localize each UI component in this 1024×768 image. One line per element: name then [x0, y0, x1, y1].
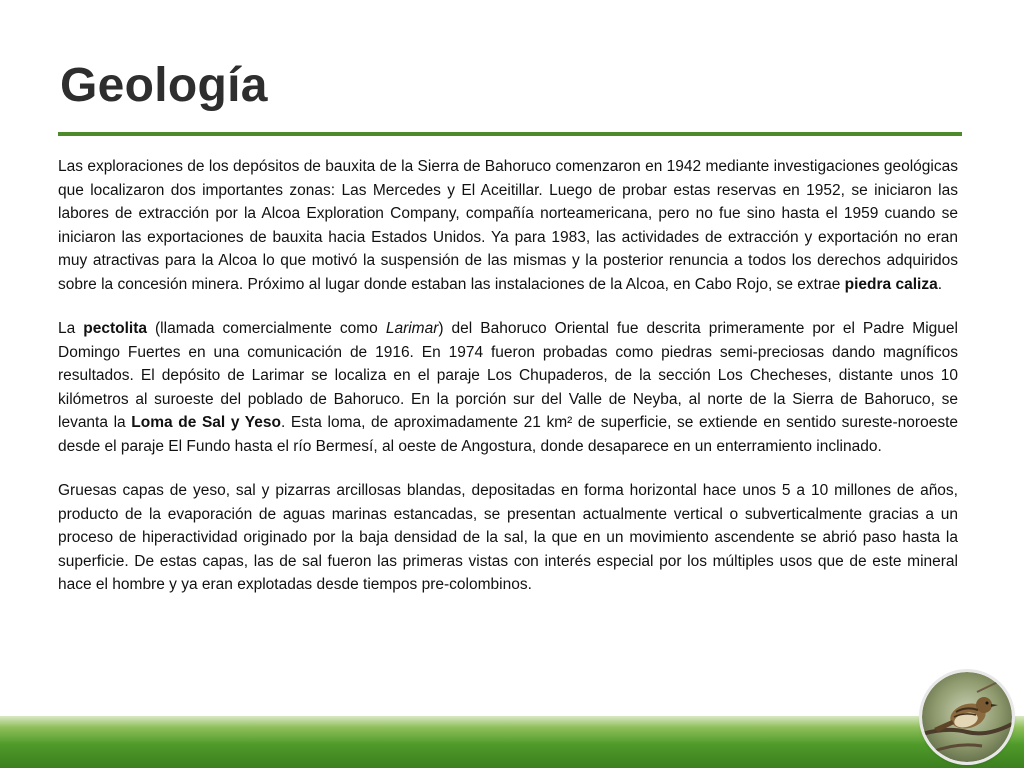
text-segment: . Esta loma, de aproximadamente 21 km² de superficie, se extiende en sentido sureste-noroeste desde el paraje El Fundo hasta el río Bermesí, al oeste de Angostura, donde desaparece en un enterramiento inclinado. — [58, 414, 958, 455]
highlight-piedra-caliza: piedra caliza — [844, 275, 938, 293]
paragraph-3 — [58, 479, 958, 597]
italic-larimar: Larimar — [385, 320, 439, 337]
bird-photo-icon — [922, 672, 1012, 762]
text-segment: . — [937, 275, 943, 293]
text-segment: La — [58, 320, 84, 337]
text-segment: ) del Bahoruco Oriental fue descrita primeramente por el Padre Miguel Domingo Fuertes en una comunicación de 1916. En 1974 fueron probadas como piedras semi-preciosas dando magníficos resultados. El depósito de Larimar se localiza en el paraje Los Chupaderos, de la sección Los Checheses, distante unos 10 kilómetros al suroeste del poblado de Bahoruco. En la porción sur del Valle de Neyba, al norte de la Sierra de Bahoruco, se levanta la — [58, 320, 958, 431]
text-segment: (llamada comercialmente como — [147, 320, 386, 337]
paragraph-2 — [58, 317, 958, 458]
text-segment: Las exploraciones de los depósitos de bauxita de la Sierra de Bahoruco comenzaron en 1942 mediante investigaciones geológicas que localizaron dos importantes zonas: Las Mercedes y El Aceitillar. Luego de probar estas reservas en 1952, se iniciaron las labores de extracción por la Alcoa Exploration Company, compañía norteamericana, pero no fue sino hasta el 1959 cuando se iniciaron las exportaciones de bauxita hacia Estados Unidos. Ya para 1983, las actividades de extracción y exportación no eran muy atractivas para la Alcoa lo que motivó la suspensión de las mismas y la posterior renuncia a todos los derechos adquiridos sobre la concesión minera. Próximo al lugar donde estaban las instalaciones de la Alcoa, en Cabo Rojo, se extrae — [58, 158, 958, 293]
paragraph-1 — [58, 155, 958, 296]
text-segment: Gruesas capas de yeso, sal y pizarras arcillosas blandas, depositadas en forma horizontal hace unos 5 a 10 millones de años, producto de la evaporación de aguas marinas estancadas, se presentan actualmente vertical o subverticalmente gracias a un proceso de hiperactividad originado por la baja densidad de la sal, la que en un movimiento ascendente se abrió paso hasta la superficie. De estas capas, las de sal fueron las primeras vistas con interés especial por los múltiples usos que de este mineral hace el hombre y ya eran explotadas desde tiempos pre-colombinos. — [58, 482, 958, 593]
highlight-loma-de-sal-y-yeso: Loma de Sal y Yeso — [131, 414, 281, 431]
highlight-pectolita: pectolita — [83, 320, 147, 337]
title-underline — [58, 132, 962, 136]
footer-green-band — [0, 716, 1024, 768]
body-text — [58, 155, 958, 597]
slide-title: Geología — [60, 59, 268, 112]
